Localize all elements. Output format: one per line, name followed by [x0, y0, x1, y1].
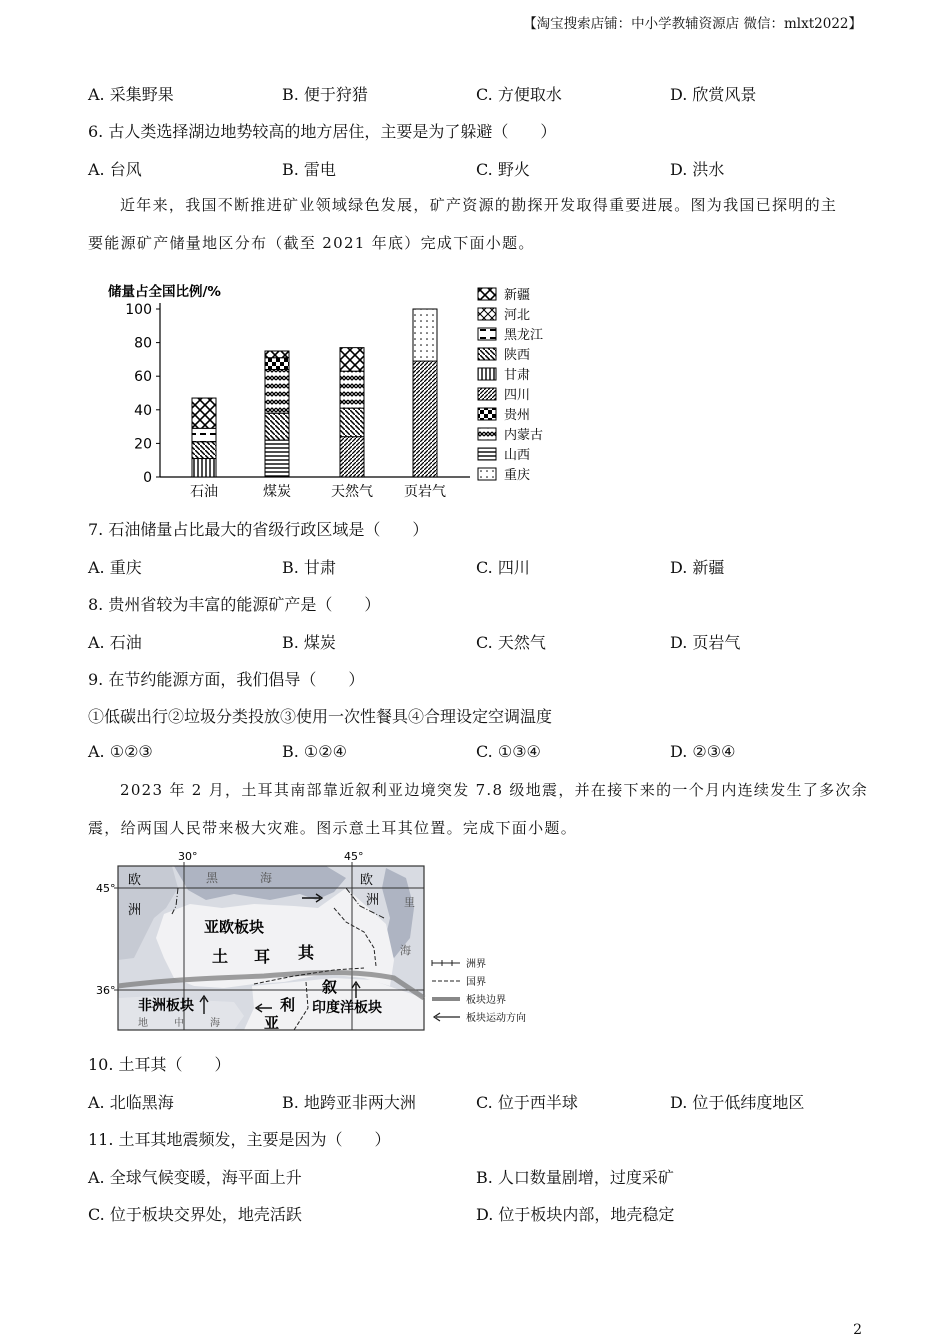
- q11-option-c: C. 位于板块交界处，地壳活跃: [88, 1205, 302, 1224]
- lat-45-label: 45°: [96, 882, 116, 895]
- syria-label-2: 利: [280, 996, 296, 1014]
- bar-segment-四川: [413, 361, 437, 477]
- indian-plate-label: 印度洋板块: [312, 1000, 382, 1016]
- q9-stem: 9. 在节约能源方面，我们倡导（ ）: [88, 670, 365, 689]
- turkey-label-2: 耳: [254, 947, 271, 966]
- legend-swatch: [478, 348, 496, 360]
- legend-label: 新疆: [504, 288, 531, 303]
- legend-national-border: 国界: [466, 977, 486, 988]
- energy-reserve-chart: [100, 270, 580, 505]
- legend-swatch: [478, 448, 496, 460]
- syria-label-3: 亚: [264, 1014, 280, 1032]
- turkey-label-1: 土: [212, 947, 229, 966]
- legend-swatch: [478, 388, 496, 400]
- turkey-location-map: [94, 848, 544, 1036]
- y-tick-label: 40: [134, 402, 152, 419]
- europe-right-label-2: 洲: [366, 893, 380, 908]
- legend-label: 重庆: [504, 468, 531, 483]
- turkey-label-3: 其: [298, 943, 315, 962]
- q8-option-b: B. 煤炭: [282, 633, 336, 652]
- eurasian-plate-label: 亚欧板块: [204, 918, 265, 936]
- med-label-1: 地: [138, 1018, 148, 1029]
- bar-segment-新疆: [192, 398, 216, 428]
- q10-option-c: C. 位于西半球: [476, 1093, 578, 1112]
- bar-segment-甘肃: [192, 459, 216, 477]
- q7-option-d: D. 新疆: [670, 558, 725, 577]
- intro2-line2: 震，给两国人民带来极大灾难。图示意土耳其位置。完成下面小题。: [88, 819, 578, 837]
- intro1-line1: 近年来，我国不断推进矿业领域绿色发展，矿产资源的勘探开发取得重要进展。图为我国已探明的主: [120, 196, 838, 214]
- legend-plate-boundary: 板块边界: [466, 995, 506, 1006]
- q10-option-a: A. 北临黑海: [88, 1093, 174, 1112]
- page-number: 2: [853, 1322, 862, 1338]
- q10-option-d: D. 位于低纬度地区: [670, 1093, 805, 1112]
- legend-swatch: [478, 428, 496, 440]
- bar-segment-山西: [265, 440, 289, 477]
- bar-segment-内蒙古: [340, 371, 364, 408]
- q8-option-a: A. 石油: [88, 633, 142, 652]
- page-header: 【淘宝搜索店铺：中小学教辅资源店 微信：mlxt2022】: [523, 16, 862, 32]
- legend-label: 陕西: [504, 348, 531, 363]
- europe-left-label-2: 洲: [128, 903, 142, 918]
- q6-option-c: C. 野火: [476, 160, 530, 179]
- legend-label: 内蒙古: [504, 428, 544, 443]
- african-plate-label: 非洲板块: [138, 998, 194, 1014]
- legend-label: 山西: [504, 448, 531, 463]
- q6-option-b: B. 雷电: [282, 160, 336, 179]
- legend-swatch: [478, 368, 496, 380]
- q9-option-a: A. ①②③: [88, 742, 153, 761]
- legend-continent-boundary: 洲界: [466, 959, 486, 970]
- q7-option-c: C. 四川: [476, 558, 530, 577]
- caspian-label-2: 海: [400, 944, 411, 957]
- bar-segment-贵州: [265, 358, 289, 370]
- q6-stem: 6. 古人类选择湖边地势较高的地方居住，主要是为了躲避（ ）: [88, 122, 557, 141]
- black-sea-label-1: 黑: [206, 871, 219, 885]
- y-tick-label: 100: [125, 302, 152, 318]
- bar-segment-陕西: [265, 413, 289, 440]
- med-label-2: 中: [174, 1018, 184, 1029]
- europe-left-label-1: 欧: [128, 873, 142, 888]
- bar-segment-陕西: [192, 442, 216, 459]
- x-category-label: 煤炭: [263, 484, 291, 500]
- q5-option-d: D. 欣赏风景: [670, 85, 757, 104]
- y-tick-label: 0: [143, 470, 152, 486]
- legend-swatch: [478, 328, 496, 340]
- q5-option-b: B. 便于狩猎: [282, 85, 368, 104]
- bar-segment-四川: [340, 437, 364, 477]
- q9-items: ①低碳出行②垃圾分类投放③使用一次性餐具④合理设定空调温度: [88, 707, 553, 726]
- legend-swatch: [478, 468, 496, 480]
- bar-segment-重庆: [413, 309, 437, 361]
- x-category-label: 页岩气: [404, 484, 446, 500]
- bar-segment-新疆: [265, 351, 289, 358]
- lon-30-label: 30°: [178, 850, 198, 863]
- q5-option-a: A. 采集野果: [88, 85, 174, 104]
- med-label-3: 海: [210, 1018, 220, 1029]
- q8-option-c: C. 天然气: [476, 633, 546, 652]
- y-tick-label: 60: [134, 369, 152, 386]
- bar-segment-内蒙古: [265, 369, 289, 413]
- q6-option-a: A. 台风: [88, 160, 142, 179]
- legend-label: 甘肃: [504, 368, 531, 383]
- caspian-label-1: 里: [404, 896, 415, 909]
- q10-stem: 10. 土耳其（ ）: [88, 1055, 231, 1074]
- bar-segment-新疆: [340, 348, 364, 372]
- q11-stem: 11. 土耳其地震频发，主要是因为（ ）: [88, 1130, 391, 1149]
- intro1-line2: 要能源矿产储量地区分布（截至 2021 年底）完成下面小题。: [88, 234, 535, 252]
- syria-label-1: 叙: [322, 978, 338, 996]
- legend-swatch: [478, 288, 496, 300]
- y-axis-label: 储量占全国比例/%: [108, 284, 221, 300]
- x-category-label: 天然气: [331, 484, 373, 500]
- q8-stem: 8. 贵州省较为丰富的能源矿产是（ ）: [88, 595, 381, 614]
- map-legend: [432, 957, 526, 1024]
- q9-option-d: D. ②③④: [670, 742, 736, 761]
- black-sea-label-2: 海: [260, 871, 273, 885]
- intro2-line1: 2023 年 2 月，土耳其南部靠近叙利亚边境突发 7.8 级地震，并在接下来的一个月内连续发生了多次余: [120, 781, 869, 799]
- q7-option-b: B. 甘肃: [282, 558, 336, 577]
- legend-swatch: [478, 408, 496, 420]
- legend-swatch: [478, 308, 496, 320]
- y-tick-label: 20: [134, 436, 152, 453]
- x-category-label: 石油: [190, 484, 218, 500]
- q8-option-d: D. 页岩气: [670, 633, 741, 652]
- q7-option-a: A. 重庆: [88, 558, 142, 577]
- q6-option-d: D. 洪水: [670, 160, 725, 179]
- q11-option-b: B. 人口数量剧增，过度采矿: [476, 1168, 674, 1187]
- legend-label: 河北: [504, 308, 531, 323]
- q11-option-d: D. 位于板块内部，地壳稳定: [476, 1205, 675, 1224]
- legend-plate-motion: 板块运动方向: [466, 1013, 526, 1024]
- lon-45-label: 45°: [344, 850, 364, 863]
- q7-stem: 7. 石油储量占比最大的省级行政区域是（ ）: [88, 520, 429, 539]
- legend-label: 贵州: [504, 408, 531, 423]
- q10-option-b: B. 地跨亚非两大洲: [282, 1093, 416, 1112]
- q9-option-c: C. ①③④: [476, 742, 541, 761]
- q5-option-c: C. 方便取水: [476, 85, 562, 104]
- y-tick-label: 80: [134, 335, 152, 352]
- bar-segment-黑龙江: [192, 428, 216, 441]
- q11-option-a: A. 全球气候变暖，海平面上升: [88, 1168, 302, 1187]
- bar-segment-陕西: [340, 408, 364, 437]
- legend-label: 黑龙江: [504, 328, 544, 343]
- q9-option-b: B. ①②④: [282, 742, 347, 761]
- lat-36-label: 36°: [96, 984, 116, 997]
- legend-label: 四川: [504, 388, 531, 403]
- europe-right-label-1: 欧: [360, 873, 374, 888]
